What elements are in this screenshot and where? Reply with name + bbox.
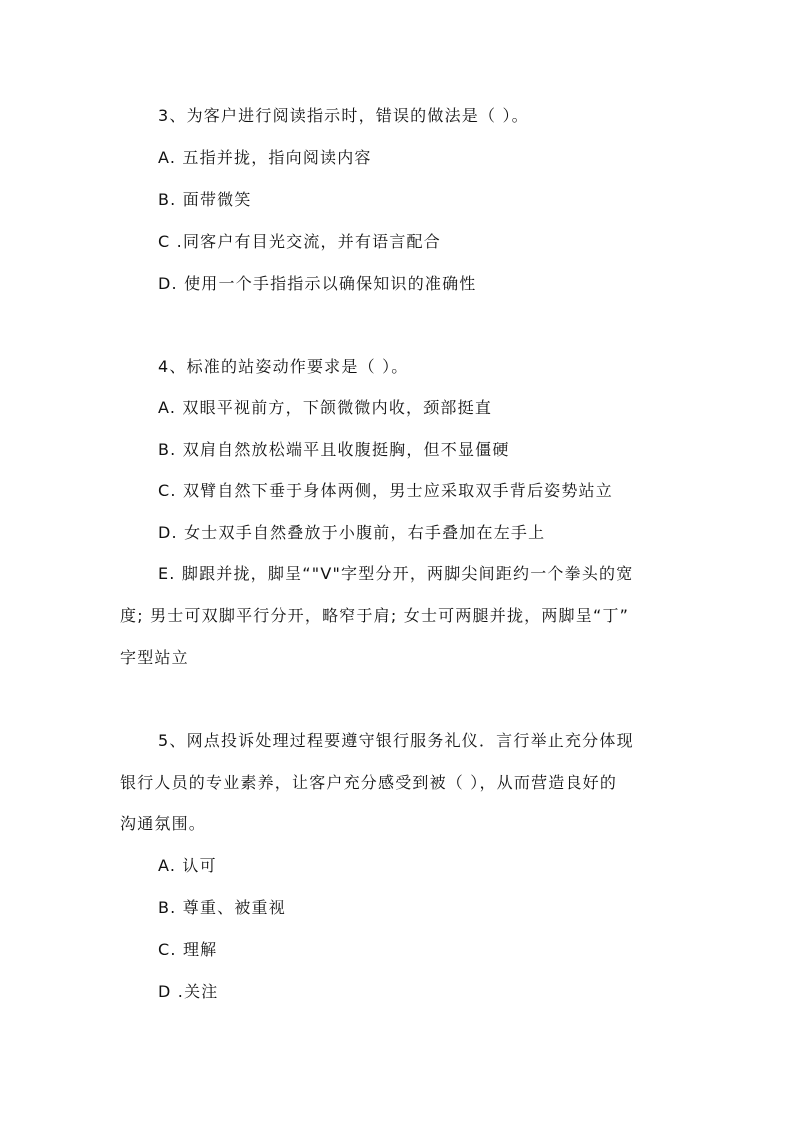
- question-4-option-d: D. 女士双手自然叠放于小腹前，右手叠加在左手上: [158, 523, 546, 542]
- question-5-option-d: D .关注: [158, 982, 219, 1001]
- question-5-option-b: B. 尊重、被重视: [158, 898, 286, 917]
- question-4-option-b: B. 双肩自然放松端平且收腹挺胸，但不显僵硬: [158, 440, 510, 459]
- question-3-stem: 3、为客户进行阅读指示时，错误的做法是（ ）。: [158, 106, 529, 125]
- question-4-stem: 4、标准的站姿动作要求是（ ）。: [158, 357, 409, 376]
- question-5-option-a: A. 认可: [158, 856, 217, 875]
- question-4-option-e-line-2: 度; 男士可双脚平行分开，略窄于肩; 女士可两腿并拢，两脚呈“丁”: [120, 606, 630, 625]
- question-5-option-c: C. 理解: [158, 940, 218, 959]
- question-3-option-b: B. 面带微笑: [158, 190, 252, 209]
- question-3-option-c: C .同客户有目光交流，并有语言配合: [158, 232, 441, 251]
- question-5-stem-line-1: 5、网点投诉处理过程要遵守银行服务礼仪．言行举止充分体现: [158, 731, 634, 750]
- question-4-option-e-line-3: 字型站立: [120, 648, 189, 667]
- question-3-option-a: A. 五指并拢，指向阅读内容: [158, 148, 372, 167]
- question-5-stem-line-3: 沟通氛围。: [120, 814, 207, 833]
- question-4-option-e-line-1: E. 脚跟并拢，脚呈“"V"字型分开，两脚尖间距约一个拳头的宽: [158, 564, 634, 583]
- question-4-option-c: C. 双臂自然下垂于身体两侧，男士应采取双手背后姿势站立: [158, 481, 613, 500]
- question-3-option-d: D. 使用一个手指指示以确保知识的准确性: [158, 274, 477, 293]
- question-5-stem-line-2: 银行人员的专业素养，让客户充分感受到被（ ），从而营造良好的: [120, 773, 618, 792]
- question-4-option-a: A. 双眼平视前方，下颌微微内收，颈部挺直: [158, 398, 493, 417]
